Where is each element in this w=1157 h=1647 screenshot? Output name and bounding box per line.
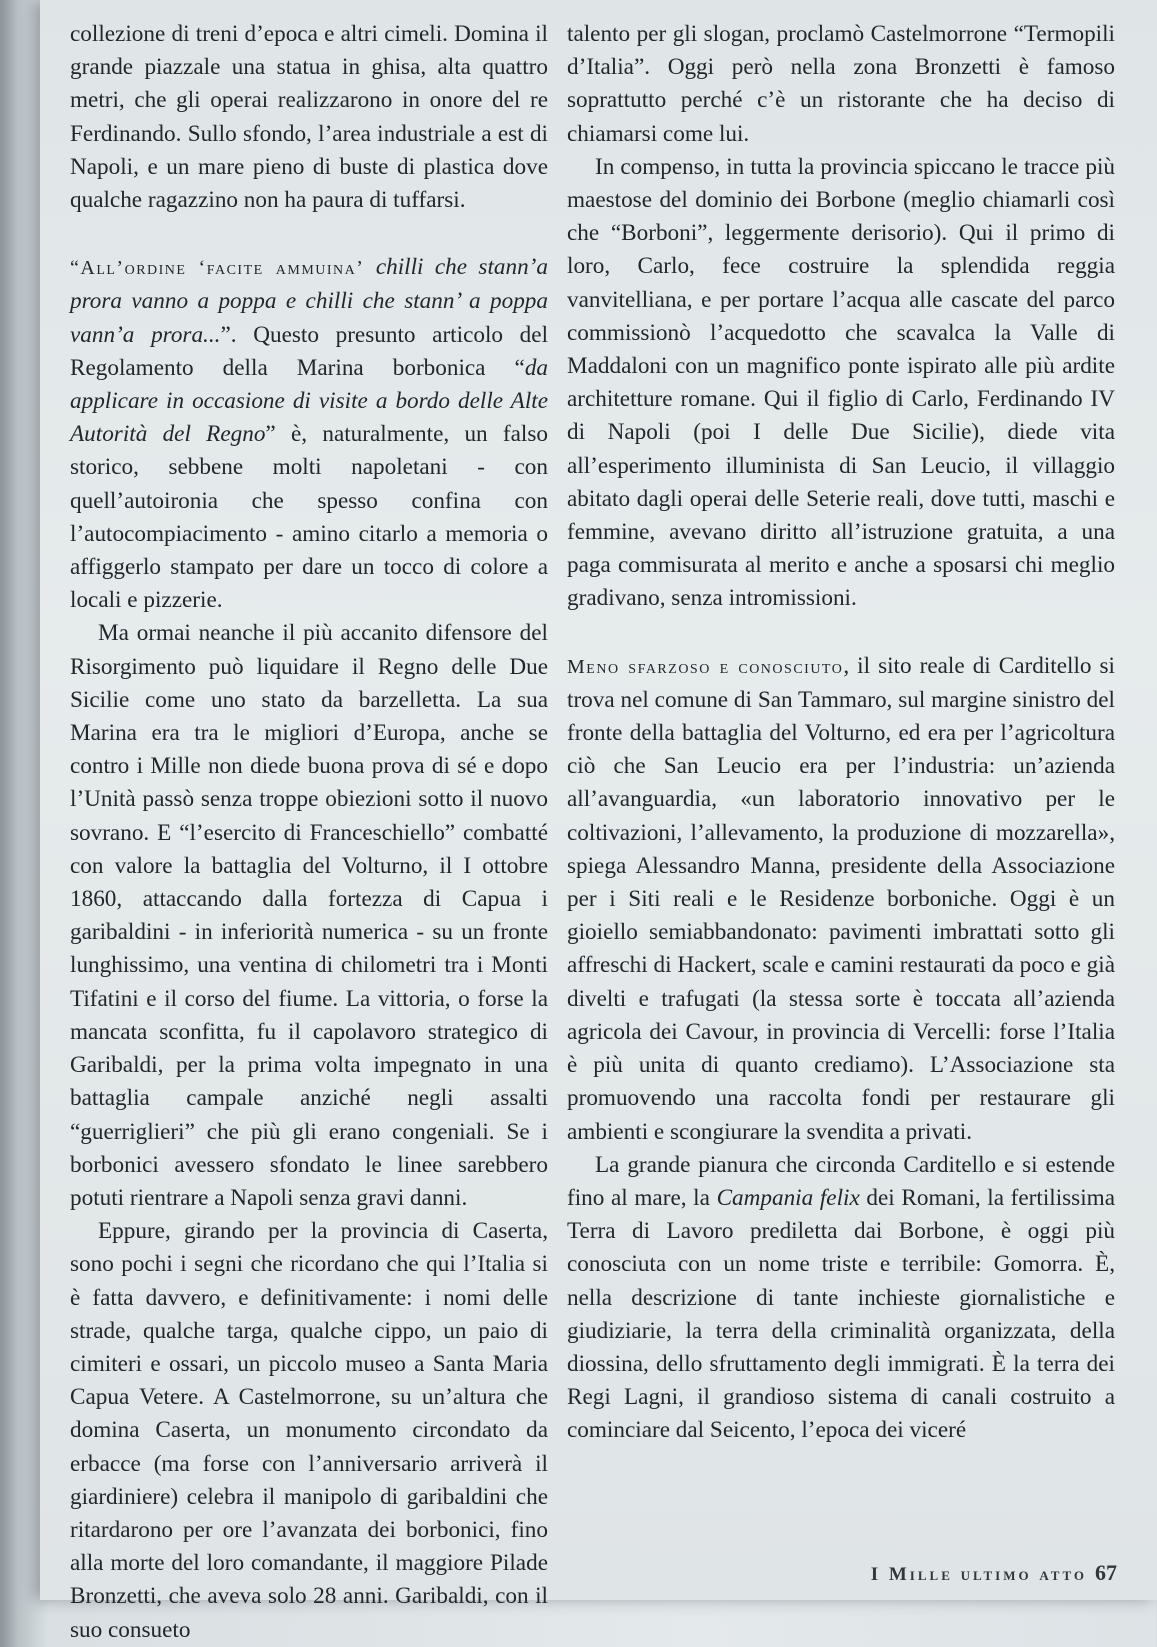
left-paragraph-3: Ma ormai neanche il più accanito difensore del Risorgimento può liquidare il Regno delle Due Sicilie come uno stato da barzelletta. La sua Marina era tra le migliori d’Europa, anche se contro i Mille non diede buona prova di sé e dopo l’Unità passò senza troppe obiezioni sotto il nuovo sovrano. E “l’esercito di Franceschiello” combatté con valore la battaglia del Volturno, il I ottobre 1860, attaccando dalla fortezza di Capua i garibaldini - in inferiorità numerica - su un fronte lunghissimo, una ventina di chilometri tra i Monti Tifatini e il corso del fiume. La vittoria, o forse la mancata sconfitta, fu il capolavoro strategico di Garibaldi, per la prima volta impegnato in una battaglia campale anziché negli assalti “guerriglieri” che più gli erano congeniali. Se i borbonici avessero sfondato le linee sarebbero potuti rientrare a Napoli senza gravi danni. xyxy=(70,620,548,1211)
section-break xyxy=(70,217,548,251)
page-number: 67 xyxy=(1095,1560,1117,1585)
right-paragraph-2: In compenso, in tutta la provincia spiccano le tracce più maestose del dominio dei Borbone (meglio chiamarli così che “Borboni”, leggermente derisorio). Qui il primo di loro, Carlo, fece costruire la splendida reggia vanvitelliana, e per portare l’acqua alle cascate del parco commissionò l’acquedotto che scavalca la Valle di Maddaloni con un magnifico ponte ispirato alle più ardite architetture romane. Qui il figlio di Carlo, Ferdinando IV di Napoli (poi I delle Due Sicilie), diede vita all’esperimento illuminista di San Leucio, il villaggio abitato dagli operai delle Seterie reali, dove tutti, maschi e femmine, avevano diritto all’istruzione gratuita, a una paga commisurata al merito e anche a sposarsi chi meglio gradivano, senza intromissioni. xyxy=(567,153,1115,612)
paragraph-text: ”. Questo presunto articolo del Regolamento della Marina borbonica “ xyxy=(70,321,549,381)
section-lead-caps: “All’ordine ‘facite ammuina’ xyxy=(70,257,365,280)
magazine-page xyxy=(40,0,1157,1643)
section-break xyxy=(567,616,1115,650)
left-paragraph-2 xyxy=(70,251,548,617)
section-lead-caps: Meno sfarzoso e conosciuto xyxy=(567,655,844,678)
dialect-quote: chilli che stann’a prora vanno a poppa e chilli che stann’ a poppa vann’a prora... xyxy=(70,254,548,348)
page-footer xyxy=(871,1560,1117,1586)
right-column xyxy=(567,18,1115,1448)
left-column xyxy=(70,18,548,1647)
paragraph-text: dei Romani, la fertilissima Terra di Lavoro prediletta dai Borbone, è oggi più conosciuta con un nome triste e terribile: Gomorra. È, nella descrizione di tante inchieste giornalistiche e giudiziarie, la terra della criminalità organizzata, della diossina, dello sfruttamento degli immigrati. È la terra dei Regi Lagni, il grandioso sistema di canali costruito a cominciare dal Seicento, l’epoca dei viceré xyxy=(567,1184,1115,1444)
regulation-quote: da applicare in occasione di visite a bordo delle Alte Autorità del Regno xyxy=(70,354,548,448)
right-paragraph-4 xyxy=(567,1149,1115,1448)
paragraph-text: , il sito reale di Carditello si trova nel comune di San Tammaro, sul margine sinistro del fronte della battaglia del Volturno, ed era per l’agricoltura ciò che San Leucio era per l’industria: un’azienda all’avanguardia, «un laboratorio innovativo per le coltivazioni, l’allevamento, la produzione di mozzarella», spiega Alessandro Manna, presidente della Associazione per i Siti reali e le Residenze borboniche. Oggi è un gioiello semiabbandonato: pavimenti imbrattati sotto gli affreschi di Hackert, scale e camini restaurati da poco e già divelti e trafugati (la stessa sorte è toccata all’azienda agricola dei Cavour, in provincia di Vercelli: forse l’Italia è più unita di quanto crediamo). L’Associazione sta promuovendo una raccolta fondi per restaurare gli ambienti e scongiurare la svendita a privati. xyxy=(567,652,1116,1145)
right-paragraph-1: talento per gli slogan, proclamò Castelmorrone “Termopili d’Italia”. Oggi però nella zona Bronzetti è famoso soprattutto perché c’è un ristorante che ha deciso di chiamarsi come lui. xyxy=(567,21,1115,147)
running-title: I Mille ultimo atto xyxy=(870,1564,1087,1585)
left-paragraph-4: Eppure, girando per la provincia di Caserta, sono pochi i segni che ricordano che qui l’Italia si è fatta davvero, e definitivamente: i nomi delle strade, qualche targa, qualche cippo, un paio di cimiteri e ossari, un piccolo museo a Santa Maria Capua Vetere. A Castelmorrone, su un’altura che domina Caserta, un monumento circondato da erbacce (ma forse con l’anniversario arriverà il giardiniere) celebra il manipolo di garibaldini che ritardarono per ore l’avanzata dei borbonici, fino alla morte del loro comandante, il maggiore Pilade Bronzetti, che aveva solo 28 anni. Garibaldi, con il suo consueto xyxy=(70,1218,548,1643)
paragraph-text: ” è, naturalmente, un falso storico, sebbene molti napoletani - con quell’autoironia che spesso confina con l’autocompiacimento - amino citarlo a memoria o affiggerlo stampato per dare un tocco di colore a locali e pizzerie. xyxy=(70,421,548,614)
left-paragraph-1: collezione di treni d’epoca e altri cimeli. Domina il grande piazzale una statua in ghisa, alta quattro metri, che gli operai realizzarono in onore del re Ferdinando. Sullo sfondo, l’area industriale a est di Napoli, e un mare pieno di buste di plastica dove qualche ragazzino non ha paura di tuffarsi. xyxy=(70,21,548,214)
latin-phrase: Campania felix xyxy=(716,1184,860,1211)
right-paragraph-3 xyxy=(567,650,1115,1149)
paragraph-text: La grande pianura che circonda Carditello e si estende fino al mare, la xyxy=(567,1151,1115,1211)
